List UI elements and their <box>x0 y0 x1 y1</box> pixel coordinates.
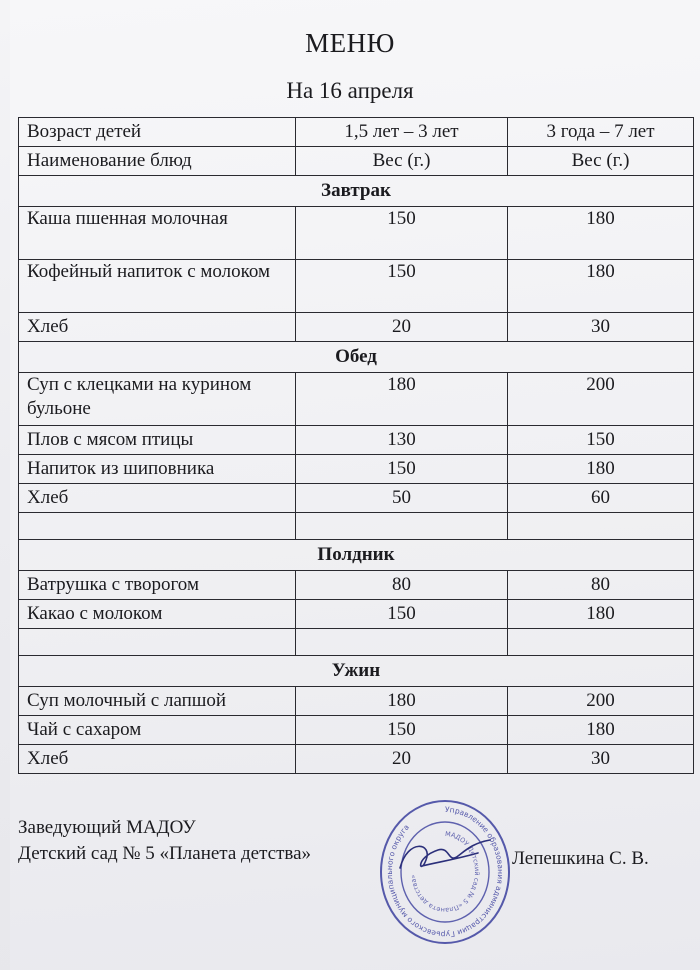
section-label: Ужин <box>19 656 694 687</box>
table-row <box>19 426 694 455</box>
dish-name: Ватрушка с творогом <box>19 571 296 600</box>
svg-text:МАДОУ Детский сад № 5 «Планета <box>409 830 481 914</box>
header-cell: Вес (г.) <box>508 147 694 176</box>
dish-name: Хлеб <box>19 313 296 342</box>
weight-young: 80 <box>296 571 508 600</box>
weight-young: 50 <box>296 484 508 513</box>
header-cell: 1,5 лет – 3 лет <box>296 118 508 147</box>
empty-row <box>19 629 694 656</box>
position-line: Заведующий МАДОУ <box>18 817 196 838</box>
weight-older: 180 <box>508 600 694 629</box>
header-row-age <box>19 118 694 147</box>
weight-older: 200 <box>508 687 694 716</box>
weight-older: 180 <box>508 260 694 313</box>
weight-young: 180 <box>296 373 508 426</box>
dish-name: Хлеб <box>19 484 296 513</box>
header-cell: Наименование блюд <box>19 147 296 176</box>
institution-line: Детский сад № 5 «Планета детства» <box>18 843 312 864</box>
stamp-outer-text: Управление образования администрации Гурьевского муниципального округа <box>384 804 505 940</box>
dish-name: Какао с молоком <box>19 600 296 629</box>
header-cell: Возраст детей <box>19 118 296 147</box>
header-cell: 3 года – 7 лет <box>508 118 694 147</box>
table-row <box>19 745 694 774</box>
dish-name: Каша пшенная молочная <box>19 207 296 260</box>
dish-name: Суп молочный с лапшой <box>19 687 296 716</box>
section-label: Завтрак <box>19 176 694 207</box>
table-row <box>19 207 694 260</box>
table-row <box>19 313 694 342</box>
dish-name: Суп с клецками на курином бульоне <box>19 373 296 426</box>
weight-young: 150 <box>296 207 508 260</box>
weight-older: 200 <box>508 373 694 426</box>
table-row <box>19 687 694 716</box>
dish-name: Кофейный напиток с молоком <box>19 260 296 313</box>
page-title: МЕНЮ <box>305 28 395 58</box>
section-label: Полдник <box>19 540 694 571</box>
section-snack <box>19 540 694 571</box>
official-stamp <box>378 798 512 946</box>
weight-young: 150 <box>296 716 508 745</box>
weight-young: 150 <box>296 260 508 313</box>
dish-name: Чай с сахаром <box>19 716 296 745</box>
weight-young: 20 <box>296 313 508 342</box>
stamp-inner-text: МАДОУ Детский сад № 5 «Планета детства» <box>409 829 481 915</box>
weight-older: 180 <box>508 455 694 484</box>
dish-name: Хлеб <box>19 745 296 774</box>
weight-older: 180 <box>508 716 694 745</box>
table-row <box>19 455 694 484</box>
table-row <box>19 716 694 745</box>
weight-older: 150 <box>508 426 694 455</box>
header-row-dish <box>19 147 694 176</box>
weight-older: 30 <box>508 745 694 774</box>
menu-table <box>18 117 694 774</box>
weight-older: 30 <box>508 313 694 342</box>
table-row <box>19 484 694 513</box>
signatory-name: Лепешкина С. В. <box>512 848 649 869</box>
weight-older: 80 <box>508 571 694 600</box>
weight-young: 150 <box>296 600 508 629</box>
table-row <box>19 600 694 629</box>
weight-young: 180 <box>296 687 508 716</box>
section-breakfast <box>19 176 694 207</box>
table-row <box>19 260 694 313</box>
section-lunch <box>19 342 694 373</box>
dish-name: Плов с мясом птицы <box>19 426 296 455</box>
weight-young: 130 <box>296 426 508 455</box>
weight-young: 20 <box>296 745 508 774</box>
weight-young: 150 <box>296 455 508 484</box>
weight-older: 60 <box>508 484 694 513</box>
table-row <box>19 571 694 600</box>
weight-older: 180 <box>508 207 694 260</box>
signatory-position <box>18 815 311 867</box>
section-label: Обед <box>19 342 694 373</box>
empty-row <box>19 513 694 540</box>
menu-date: На 16 апреля <box>286 78 414 103</box>
header-cell: Вес (г.) <box>296 147 508 176</box>
table-row <box>19 373 694 426</box>
section-dinner <box>19 656 694 687</box>
svg-text:Управление образования админис <box>385 805 505 939</box>
dish-name: Напиток из шиповника <box>19 455 296 484</box>
